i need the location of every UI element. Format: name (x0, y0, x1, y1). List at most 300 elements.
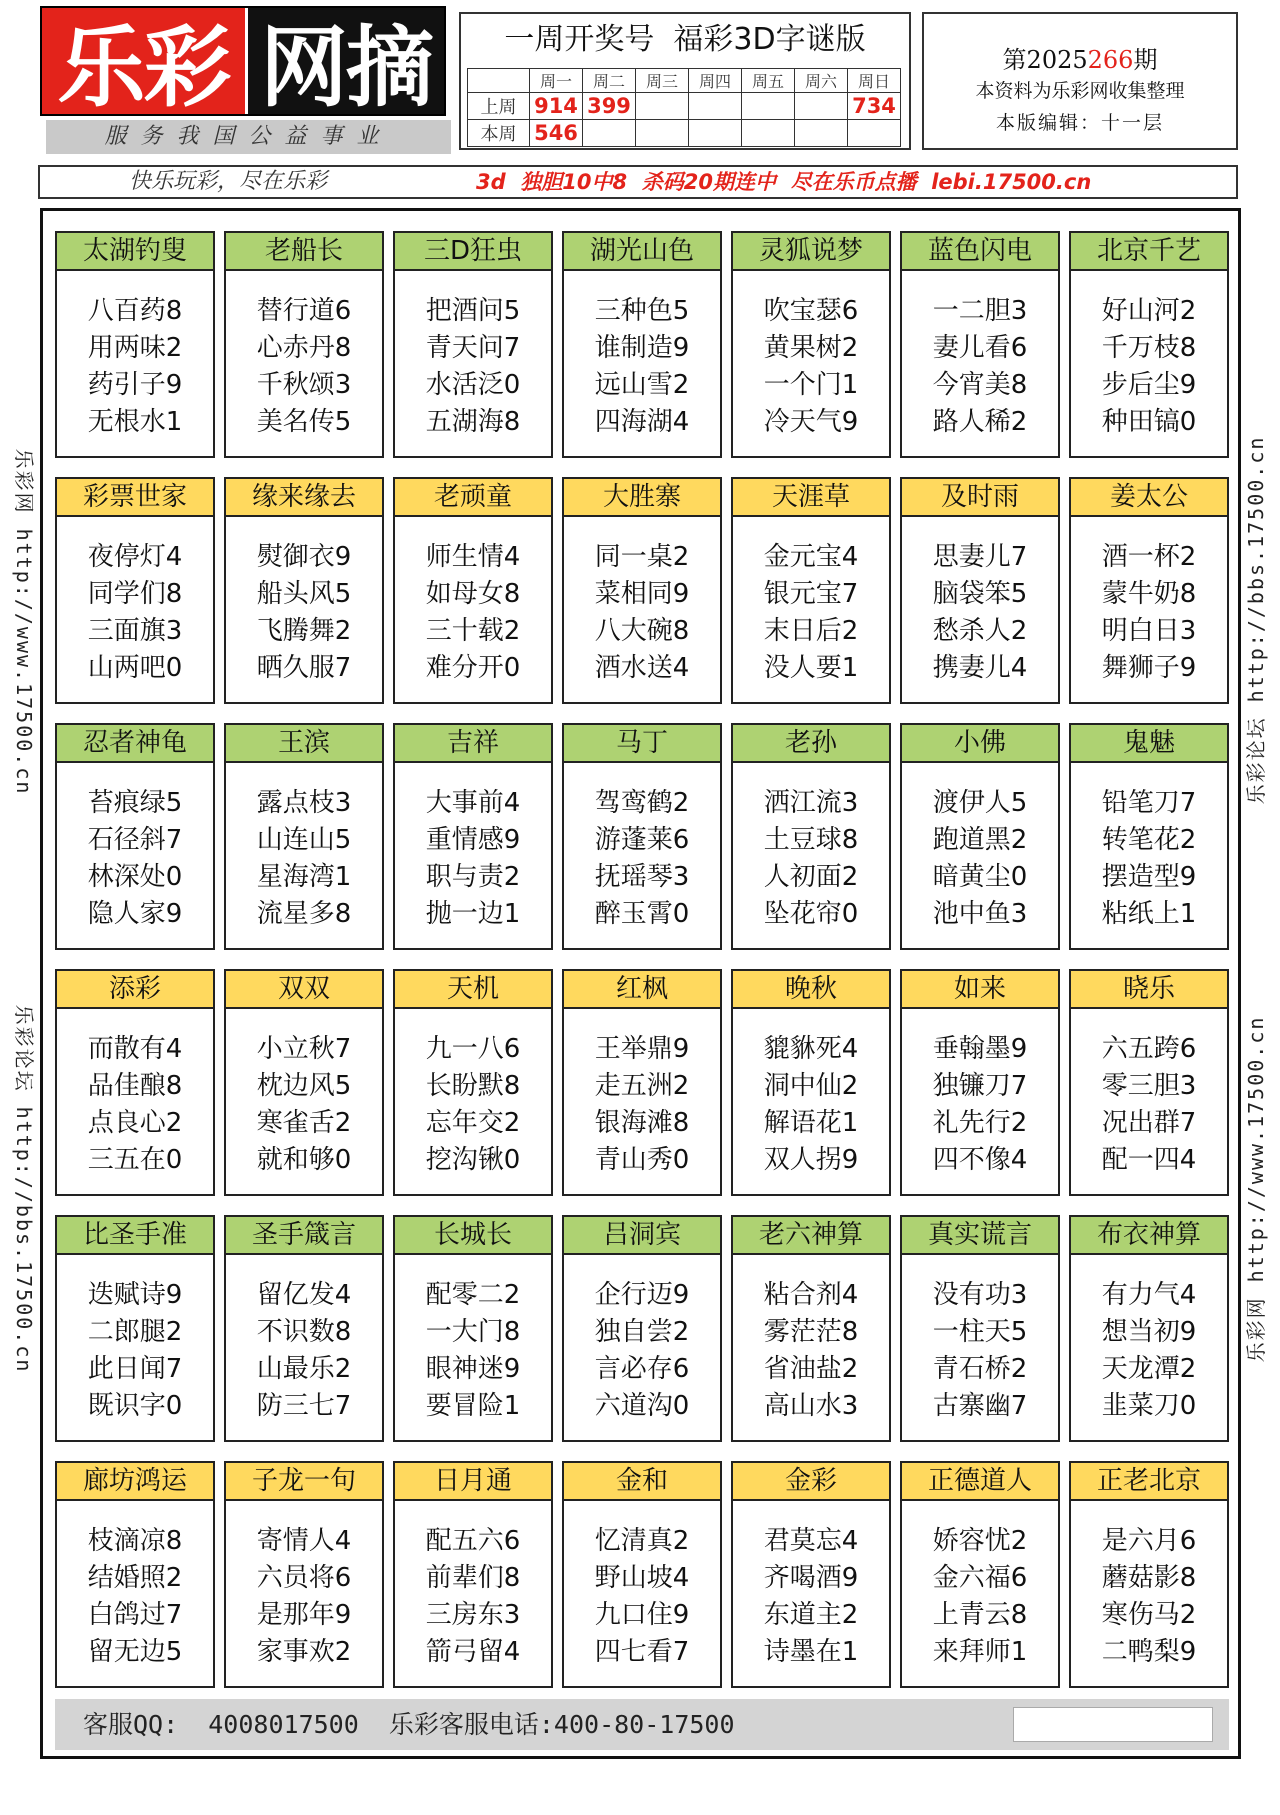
riddle-line: 土豆球8 (763, 825, 859, 855)
riddle-line: 铅笔刀7 (1101, 788, 1197, 818)
riddle-lines (426, 1277, 521, 1425)
riddle-line: 六员将6 (256, 1563, 352, 1593)
riddle-lines (88, 539, 183, 687)
draw-table-row (468, 93, 901, 120)
riddle-line: 貔貅死4 (763, 1034, 859, 1064)
riddle-card (393, 1215, 553, 1442)
riddle-card-title: 比圣手准 (57, 1217, 213, 1255)
riddle-card-title: 大胜寨 (564, 479, 720, 517)
riddle-lines (764, 1523, 859, 1671)
riddle-lines (1102, 539, 1197, 687)
riddle-line: 娇容忧2 (932, 1526, 1028, 1556)
riddle-line: 四海湖4 (594, 407, 690, 437)
riddle-line: 如母女8 (425, 579, 521, 609)
riddle-card-body (564, 1501, 720, 1686)
weekly-draw-table (467, 68, 901, 147)
riddle-card-body (395, 271, 551, 456)
riddle-card-body (902, 763, 1058, 948)
riddle-line: 末日后2 (763, 616, 859, 646)
riddle-line: 三十载2 (425, 616, 521, 646)
draw-number (848, 120, 901, 147)
riddle-card (1069, 231, 1229, 458)
riddle-line: 无根水1 (87, 407, 183, 437)
riddle-line: 此日闻7 (87, 1354, 183, 1384)
riddle-card-body (733, 1009, 889, 1194)
day-header: 周一 (530, 69, 583, 93)
riddle-line: 省油盐2 (763, 1354, 859, 1384)
riddle-line: 九一八6 (425, 1034, 521, 1064)
riddle-card (393, 969, 553, 1196)
riddle-line: 三面旗3 (87, 616, 183, 646)
riddle-card-body (395, 763, 551, 948)
riddle-line: 林深处0 (87, 862, 183, 892)
riddle-line: 一二胆3 (932, 296, 1028, 326)
riddle-line: 携妻儿4 (932, 653, 1028, 683)
riddle-lines (764, 539, 859, 687)
riddle-line: 船头风5 (256, 579, 352, 609)
riddle-card-title: 老顽童 (395, 479, 551, 517)
riddle-line: 九口住9 (594, 1600, 690, 1630)
riddle-line: 礼先行2 (932, 1108, 1028, 1138)
riddle-card (731, 231, 891, 458)
riddle-lines (764, 293, 859, 441)
week-label: 上周 (468, 93, 530, 120)
riddle-card-body (564, 1009, 720, 1194)
riddle-line: 飞腾舞2 (256, 616, 352, 646)
riddle-line: 金元宝4 (763, 542, 859, 572)
week-label: 本周 (468, 120, 530, 147)
riddle-card-body (564, 1255, 720, 1440)
source-note: 本资料为乐彩网收集整理 (975, 80, 1185, 102)
riddle-card (224, 477, 384, 704)
riddle-card-body (564, 517, 720, 702)
riddle-card-title: 三D狂虫 (395, 233, 551, 271)
riddle-card (393, 723, 553, 950)
riddle-line: 二鸭梨9 (1101, 1637, 1197, 1667)
riddle-card-title: 金和 (564, 1463, 720, 1501)
riddle-line: 露点枝3 (256, 788, 352, 818)
riddle-line: 东道主2 (763, 1600, 859, 1630)
draw-number: 914 (530, 93, 583, 120)
riddle-line: 枝滴凉8 (87, 1526, 183, 1556)
riddle-line: 洒江流3 (763, 788, 859, 818)
riddle-card (900, 969, 1060, 1196)
riddle-line: 前辈们8 (425, 1563, 521, 1593)
riddle-line: 白鸽过7 (87, 1600, 183, 1630)
riddle-line: 是那年9 (256, 1600, 352, 1630)
riddle-line: 一大门8 (425, 1317, 521, 1347)
riddle-line: 星海湾1 (256, 862, 352, 892)
riddle-line: 吹宝瑟6 (763, 296, 859, 326)
riddle-card (900, 231, 1060, 458)
riddle-line: 是六月6 (1101, 1526, 1197, 1556)
riddle-lines (764, 1031, 859, 1179)
riddle-lines (1102, 293, 1197, 441)
riddle-card-title: 正德道人 (902, 1463, 1058, 1501)
riddle-card-body (226, 517, 382, 702)
riddle-card (224, 1215, 384, 1442)
riddle-lines (257, 293, 352, 441)
riddle-card-title: 缘来缘去 (226, 479, 382, 517)
riddle-card (731, 477, 891, 704)
riddle-line: 同一桌2 (594, 542, 690, 572)
editor-note: 本版编辑：十一层 (995, 112, 1164, 134)
riddle-line: 君莫忘4 (763, 1526, 859, 1556)
riddle-card-title: 吉祥 (395, 725, 551, 763)
riddle-line: 路人稀2 (932, 407, 1028, 437)
riddle-line: 一个门1 (763, 370, 859, 400)
riddle-card-body (733, 1501, 889, 1686)
riddle-card (562, 1461, 722, 1688)
riddle-lines (933, 293, 1028, 441)
riddle-line: 水活泛0 (425, 370, 521, 400)
riddle-line: 留无边5 (87, 1637, 183, 1667)
riddle-card-body (57, 1255, 213, 1440)
riddle-line: 家事欢2 (256, 1637, 352, 1667)
draw-table-corner (468, 69, 530, 93)
riddle-lines (257, 785, 352, 933)
riddle-line: 四不像4 (932, 1145, 1028, 1175)
riddle-card-title: 天机 (395, 971, 551, 1009)
riddle-card-body (57, 1501, 213, 1686)
riddle-line: 同学们8 (87, 579, 183, 609)
riddle-line: 池中鱼3 (932, 899, 1028, 929)
riddle-card-body (226, 763, 382, 948)
riddle-card-title: 湖光山色 (564, 233, 720, 271)
riddle-line: 暗黄尘0 (932, 862, 1028, 892)
riddle-card-body (733, 763, 889, 948)
riddle-card-body (564, 763, 720, 948)
riddle-line: 抛一边1 (425, 899, 521, 929)
riddle-line: 长盼默8 (425, 1071, 521, 1101)
riddle-line: 思妻儿7 (932, 542, 1028, 572)
riddle-card-body (733, 517, 889, 702)
riddle-lines (88, 1277, 183, 1425)
logo-part-wangzhai: 网摘 (245, 8, 444, 114)
riddle-line: 苔痕绿5 (87, 788, 183, 818)
riddle-line: 大事前4 (425, 788, 521, 818)
riddle-line: 四七看7 (594, 1637, 690, 1667)
riddle-card-title: 日月通 (395, 1463, 551, 1501)
riddle-line: 山最乐2 (256, 1354, 352, 1384)
riddle-line: 舞狮子9 (1101, 653, 1197, 683)
draw-number (742, 120, 795, 147)
day-header: 周五 (742, 69, 795, 93)
riddle-line: 独镰刀7 (932, 1071, 1028, 1101)
riddle-card-title: 如来 (902, 971, 1058, 1009)
riddle-line: 要冒险1 (425, 1391, 521, 1421)
riddle-card-title: 忍者神龟 (57, 725, 213, 763)
riddle-lines (426, 1031, 521, 1179)
draw-number: 546 (530, 120, 583, 147)
riddle-line: 银元宝7 (763, 579, 859, 609)
riddle-line: 忘年交2 (425, 1108, 521, 1138)
riddle-card-body (902, 271, 1058, 456)
riddle-line: 六道沟0 (594, 1391, 690, 1421)
riddle-line: 远山雪2 (594, 370, 690, 400)
riddle-card-body (564, 271, 720, 456)
riddle-card-body (902, 517, 1058, 702)
riddle-line: 晒久服7 (256, 653, 352, 683)
issue-suffix: 期 (1133, 46, 1158, 74)
riddle-line: 王举鼎9 (594, 1034, 690, 1064)
riddle-line: 流星多8 (256, 899, 352, 929)
riddle-lines (1102, 1523, 1197, 1671)
riddle-lines (1102, 785, 1197, 933)
riddle-line: 来拜师1 (932, 1637, 1028, 1667)
riddle-card-body (57, 763, 213, 948)
riddle-card-title: 天涯草 (733, 479, 889, 517)
riddle-card-title: 王滨 (226, 725, 382, 763)
riddle-card-body (395, 1009, 551, 1194)
riddle-line: 品佳酿8 (87, 1071, 183, 1101)
riddle-card (1069, 477, 1229, 704)
riddle-line: 解语花1 (763, 1108, 859, 1138)
riddle-line: 山两吧0 (87, 653, 183, 683)
riddle-lines (426, 539, 521, 687)
weekly-draw-title: 一周开奖号 福彩3D字谜版 (504, 22, 866, 57)
riddle-card-title: 圣手箴言 (226, 1217, 382, 1255)
riddle-card-title: 老六神算 (733, 1217, 889, 1255)
riddle-card (1069, 969, 1229, 1196)
riddle-line: 箭弓留4 (425, 1637, 521, 1667)
draw-number (636, 120, 689, 147)
riddle-line: 古寨幽7 (932, 1391, 1028, 1421)
riddle-line: 枕边风5 (256, 1071, 352, 1101)
riddle-card (393, 477, 553, 704)
riddle-card-body (733, 271, 889, 456)
riddle-line: 把酒问5 (425, 296, 521, 326)
riddle-card (900, 723, 1060, 950)
draw-table-header-row (468, 69, 901, 93)
side-link-right-top: 乐彩论坛 http://bbs.17500.cn (1244, 435, 1268, 805)
riddle-line: 冷天气9 (763, 407, 859, 437)
riddle-line: 坠花帘0 (763, 899, 859, 929)
riddle-line: 配五六6 (425, 1526, 521, 1556)
riddle-lines (88, 1031, 183, 1179)
riddle-lines (595, 293, 690, 441)
riddle-card (731, 1215, 891, 1442)
riddle-line: 渡伊人5 (932, 788, 1028, 818)
riddle-line: 妻儿看6 (932, 333, 1028, 363)
riddle-card-title: 布衣神算 (1071, 1217, 1227, 1255)
riddle-line: 酒水送4 (594, 653, 690, 683)
riddle-line: 游蓬莱6 (594, 825, 690, 855)
issue-number (924, 40, 1236, 75)
riddle-line: 韭菜刀0 (1101, 1391, 1197, 1421)
riddle-line: 蒙牛奶8 (1101, 579, 1197, 609)
riddle-line: 二郎腿2 (87, 1317, 183, 1347)
riddle-card-title: 双双 (226, 971, 382, 1009)
draw-number (795, 120, 848, 147)
riddle-card-title: 姜太公 (1071, 479, 1227, 517)
riddle-line: 师生情4 (425, 542, 521, 572)
riddle-card-body (57, 1009, 213, 1194)
riddle-card-body (57, 517, 213, 702)
riddle-card (562, 1215, 722, 1442)
day-header: 周六 (795, 69, 848, 93)
riddle-line: 三种色5 (594, 296, 690, 326)
slogan-text: 快乐玩彩，尽在乐彩 (129, 169, 328, 194)
riddle-lines (257, 1523, 352, 1671)
riddle-card-title: 红枫 (564, 971, 720, 1009)
riddle-card (55, 477, 215, 704)
side-link-left-top: 乐彩网 http://www.17500.cn (12, 448, 36, 796)
riddle-line: 小立秋7 (256, 1034, 352, 1064)
side-link-right-bottom: 乐彩网 http://www.17500.cn (1244, 1015, 1268, 1363)
draw-number (636, 93, 689, 120)
riddle-lines (1102, 1277, 1197, 1425)
riddle-line: 跑道黑2 (932, 825, 1028, 855)
site-logo (40, 6, 446, 119)
riddle-card-title: 吕洞宾 (564, 1217, 720, 1255)
riddle-lines (933, 1031, 1028, 1179)
riddle-line: 谁制造9 (594, 333, 690, 363)
riddle-card-body (902, 1501, 1058, 1686)
riddle-line: 人初面2 (763, 862, 859, 892)
riddle-line: 山连山5 (256, 825, 352, 855)
riddle-lines (933, 539, 1028, 687)
riddle-line: 结婚照2 (87, 1563, 183, 1593)
footer-contact: 客服QQ: 4008017500 乐彩客服电话:400-80-17500 (83, 1710, 735, 1739)
riddle-line: 寒伤马2 (1101, 1600, 1197, 1630)
riddle-line: 企行迈9 (594, 1280, 690, 1310)
riddle-card (55, 969, 215, 1196)
riddle-line: 既识字0 (87, 1391, 183, 1421)
riddle-card-body (395, 1501, 551, 1686)
riddle-line: 就和够0 (256, 1145, 352, 1175)
riddle-card (55, 723, 215, 950)
draw-number (742, 93, 795, 120)
riddle-line: 步后尘9 (1101, 370, 1197, 400)
issue-info-box (922, 12, 1238, 150)
riddle-line: 酒一杯2 (1101, 542, 1197, 572)
riddle-line: 蘑菇影8 (1101, 1563, 1197, 1593)
riddle-card (1069, 1461, 1229, 1688)
riddle-lines (933, 785, 1028, 933)
riddle-line: 八百药8 (87, 296, 183, 326)
riddle-line: 齐喝酒9 (763, 1563, 859, 1593)
riddle-card-title: 鬼魅 (1071, 725, 1227, 763)
riddle-line: 金六福6 (932, 1563, 1028, 1593)
draw-number (795, 93, 848, 120)
draw-number (583, 120, 636, 147)
riddle-card (731, 723, 891, 950)
riddle-card-body (57, 271, 213, 456)
riddle-card-title: 晚秋 (733, 971, 889, 1009)
riddle-line: 一柱天5 (932, 1317, 1028, 1347)
riddle-line: 石径斜7 (87, 825, 183, 855)
riddle-line: 高山水3 (763, 1391, 859, 1421)
riddle-card-title: 蓝色闪电 (902, 233, 1058, 271)
riddle-line: 垂翰墨9 (932, 1034, 1028, 1064)
riddle-card-title: 太湖钓叟 (57, 233, 213, 271)
draw-table-row (468, 120, 901, 147)
riddle-lines (426, 293, 521, 441)
riddle-line: 五湖海8 (425, 407, 521, 437)
riddle-lines (595, 539, 690, 687)
riddle-line: 青石桥2 (932, 1354, 1028, 1384)
riddle-line: 雾茫茫8 (763, 1317, 859, 1347)
riddle-card-title: 北京千艺 (1071, 233, 1227, 271)
draw-number: 399 (583, 93, 636, 120)
riddle-line: 走五洲2 (594, 1071, 690, 1101)
riddle-lines (595, 785, 690, 933)
riddle-line: 诗墨在1 (763, 1637, 859, 1667)
footer-blank-box (1013, 1707, 1213, 1742)
draw-number (689, 120, 742, 147)
riddle-line: 眼神迷9 (425, 1354, 521, 1384)
riddle-card-body (902, 1009, 1058, 1194)
riddle-card-body (1071, 1009, 1227, 1194)
riddle-card-body (226, 1255, 382, 1440)
riddle-card-title: 晓乐 (1071, 971, 1227, 1009)
riddle-card-title: 老孙 (733, 725, 889, 763)
riddle-card-body (395, 517, 551, 702)
riddle-line: 挖沟锹0 (425, 1145, 521, 1175)
riddle-line: 粘合剂4 (763, 1280, 859, 1310)
riddle-card-body (1071, 517, 1227, 702)
side-link-left-bottom: 乐彩论坛 http://bbs.17500.cn (12, 1004, 36, 1374)
riddle-lines (595, 1277, 690, 1425)
riddle-lines (764, 785, 859, 933)
riddle-line: 零三胆3 (1101, 1071, 1197, 1101)
riddle-line: 药引子9 (87, 370, 183, 400)
riddle-line: 防三七7 (256, 1391, 352, 1421)
riddle-card (224, 969, 384, 1196)
logo-tagline: 服务我国公益事业 (46, 120, 451, 154)
issue-number-highlight: 266 (1087, 46, 1134, 74)
riddle-line: 双人拐9 (763, 1145, 859, 1175)
riddle-card (393, 1461, 553, 1688)
riddle-line: 配一四4 (1101, 1145, 1197, 1175)
riddle-line: 抚瑶琴3 (594, 862, 690, 892)
riddle-lines (88, 293, 183, 441)
riddle-line: 迭赋诗9 (87, 1280, 183, 1310)
riddle-line: 六五跨6 (1101, 1034, 1197, 1064)
riddle-line: 言必存6 (594, 1354, 690, 1384)
riddle-line: 没人要1 (763, 653, 859, 683)
riddle-line: 用两味2 (87, 333, 183, 363)
riddle-lines (88, 1523, 183, 1671)
riddle-line: 夜停灯4 (87, 542, 183, 572)
riddle-line: 留亿发4 (256, 1280, 352, 1310)
riddle-card (55, 231, 215, 458)
riddle-line: 寒雀舌2 (256, 1108, 352, 1138)
riddle-lines (426, 1523, 521, 1671)
riddle-line: 千万枝8 (1101, 333, 1197, 363)
riddle-line: 千秋颂3 (256, 370, 352, 400)
draw-number (689, 93, 742, 120)
riddle-line: 三五在0 (87, 1145, 183, 1175)
riddle-line: 不识数8 (256, 1317, 352, 1347)
riddle-line: 种田镐0 (1101, 407, 1197, 437)
riddle-line: 愁杀人2 (932, 616, 1028, 646)
riddle-card (224, 723, 384, 950)
riddle-line: 独自尝2 (594, 1317, 690, 1347)
riddle-lines (1102, 1031, 1197, 1179)
riddle-card-title: 子龙一句 (226, 1463, 382, 1501)
riddle-card (1069, 1215, 1229, 1442)
riddle-line: 黄果树2 (763, 333, 859, 363)
riddle-card (562, 231, 722, 458)
day-header: 周四 (689, 69, 742, 93)
riddle-card (562, 969, 722, 1196)
riddle-card (1069, 723, 1229, 950)
riddle-card-body (733, 1255, 889, 1440)
riddle-card (393, 231, 553, 458)
issue-prefix: 第2025 (1002, 46, 1088, 74)
